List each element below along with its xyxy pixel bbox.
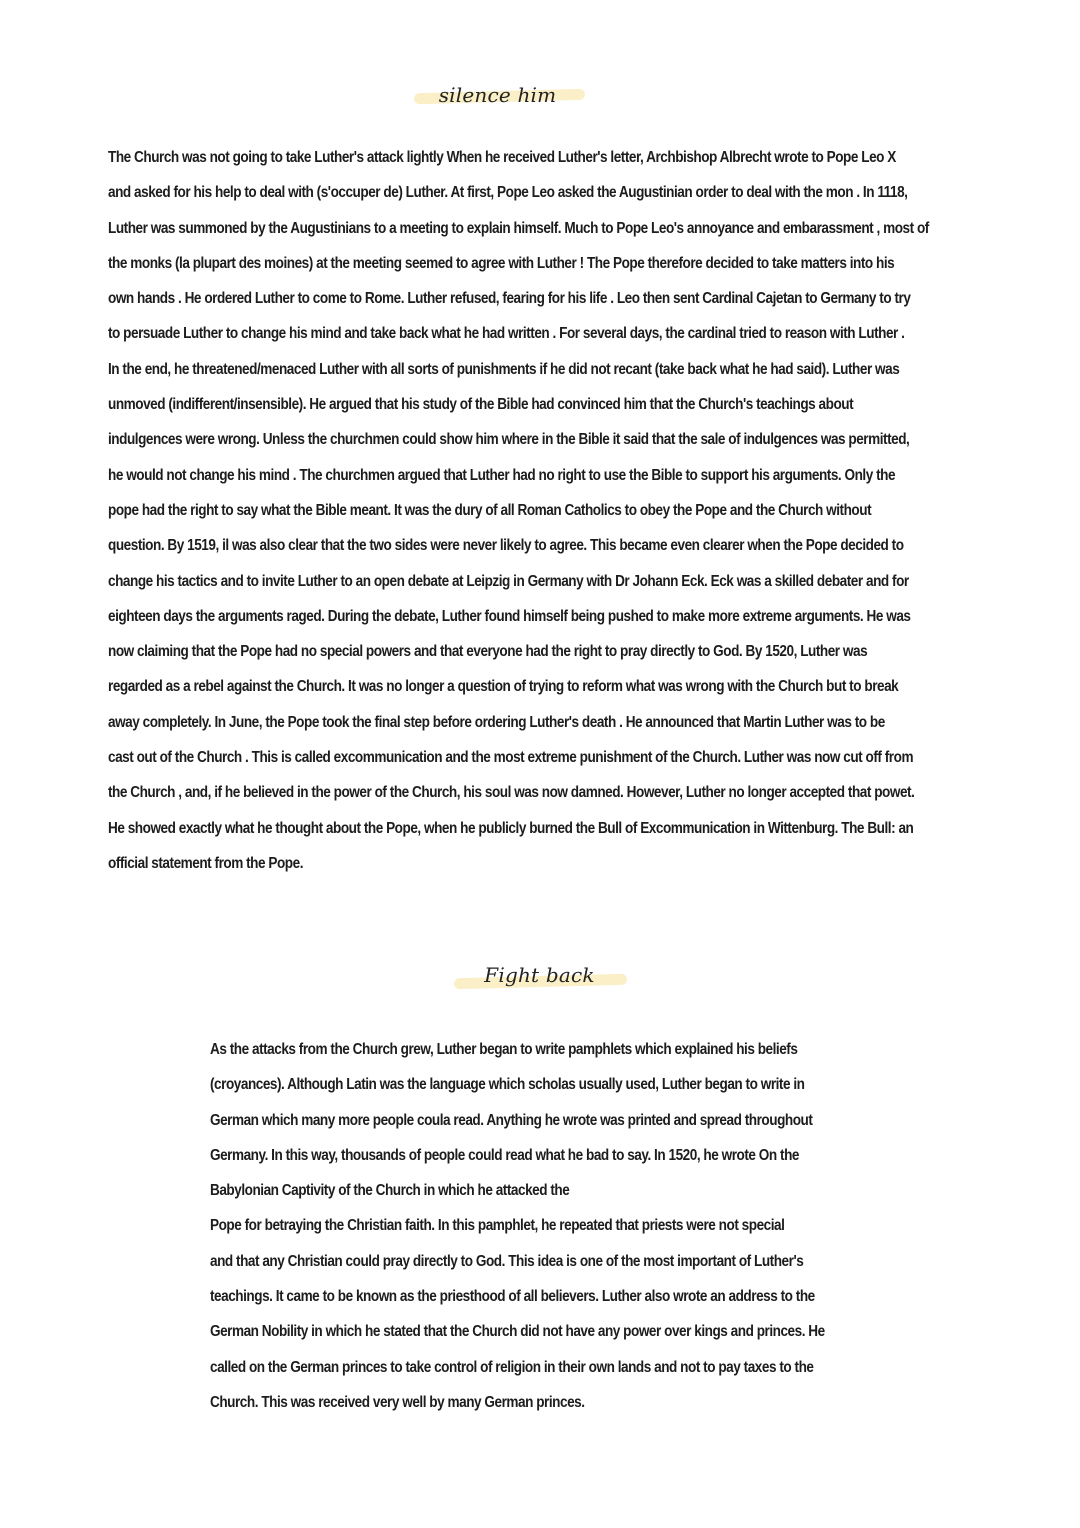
heading-text: silence him	[438, 83, 557, 107]
heading-text: Fight back	[484, 963, 595, 987]
section-heading-fight-back	[452, 958, 627, 992]
paragraph-fight-back: As the attacks from the Church grew, Luther began to write pamphlets which explained his beliefs (croyances). Although Latin was the language which scholas usually used, Luther began to write in German which many more people coula read. Anything he wrote was printed and spread throughout Germany. In this way, thousands of people could read what he bad to say. In 1520, he wrote On the Babylonian Captivity of the Church in which he attacked the Pope for betraying the Christian faith. In this pamphlet, he repeated that priests were not special and that any Christian could pray directly to God. This idea is one of the most important of Luther's teachings. It came to be known as the priesthood of all believers. Luther also wrote an address to the German Nobility in which he stated that the Church did not have any power over kings and princes. He called on the German princes to take control of religion in their own lands and not to pay taxes to the Church. This was received very well by many German princes.	[210, 1041, 825, 1411]
paragraph-silence-him: The Church was not going to take Luther's attack lightly When he received Luther's letter, Archbishop Albrecht wrote to Pope Leo X and asked for his help to deal with (s'occuper de) Luther. At first, Pope Leo asked the Augustinian order to deal with the mon . In 1118, Luther was summoned by the Augustinians to a meeting to explain himself. Much to Pope Leo's annoyance and embarassment , most of the monks (la plupart des moines) at the meeting seemed to agree with Luther ! The Pope therefore decided to take matters into his own hands . He ordered Luther to come to Rome. Luther refused, fearing for his life . Leo then sent Cardinal Cajetan to Germany to try to persuade Luther to change his mind and take back what he had written . For several days, the cardinal tried to reason with Luther . In the end, he threatened/menaced Luther with all sorts of punishments if he did not recant (take back what he had said). Luther was unmoved (indifferent/insensible). He argued that his study of the Bible had convinced him that the Church's teachings about indulgences were wrong. Unless the churchmen could show him where in the Bible it said that the sale of indulgences was permitted, he would not change his mind . The churchmen argued that Luther had no right to use the Bible to support his arguments. Only the pope had the right to say what the Bible meant. It was the dury of all Roman Catholics to obey the Pope and the Church without question. By 1519, il was also clear that the two sides were never likely to agree. This became even clearer when the Pope decided to change his tactics and to invite Luther to an open debate at Leipzig in Germany with Dr Johann Eck. Eck was a skilled debater and for eighteen days the arguments raged. During the debate, Luther found himself being pushed to make more extreme arguments. He was now claiming that the Pope had no special powers and that everyone had the right to pray directly to God. By 1520, Luther was regarded as a rebel against the Church. It was no longer a question of trying to reform what was wrong with the Church but to break away completely. In June, the Pope took the final step before ordering Luther's death . He announced that Martin Luther was to be cast out of the Church . This is called excommunication and the most extreme punishment of the Church. Luther was now cut off from the Church , and, if he believed in the power of the Church, his soul was now damned. However, Luther no longer accepted that powet. He showed exactly what he thought about the Pope, when he publicly burned the Bull of Excommunication in Wittenburg. The Bull: an official statement from the Pope.	[108, 149, 929, 872]
section-heading-silence-him	[410, 78, 585, 112]
